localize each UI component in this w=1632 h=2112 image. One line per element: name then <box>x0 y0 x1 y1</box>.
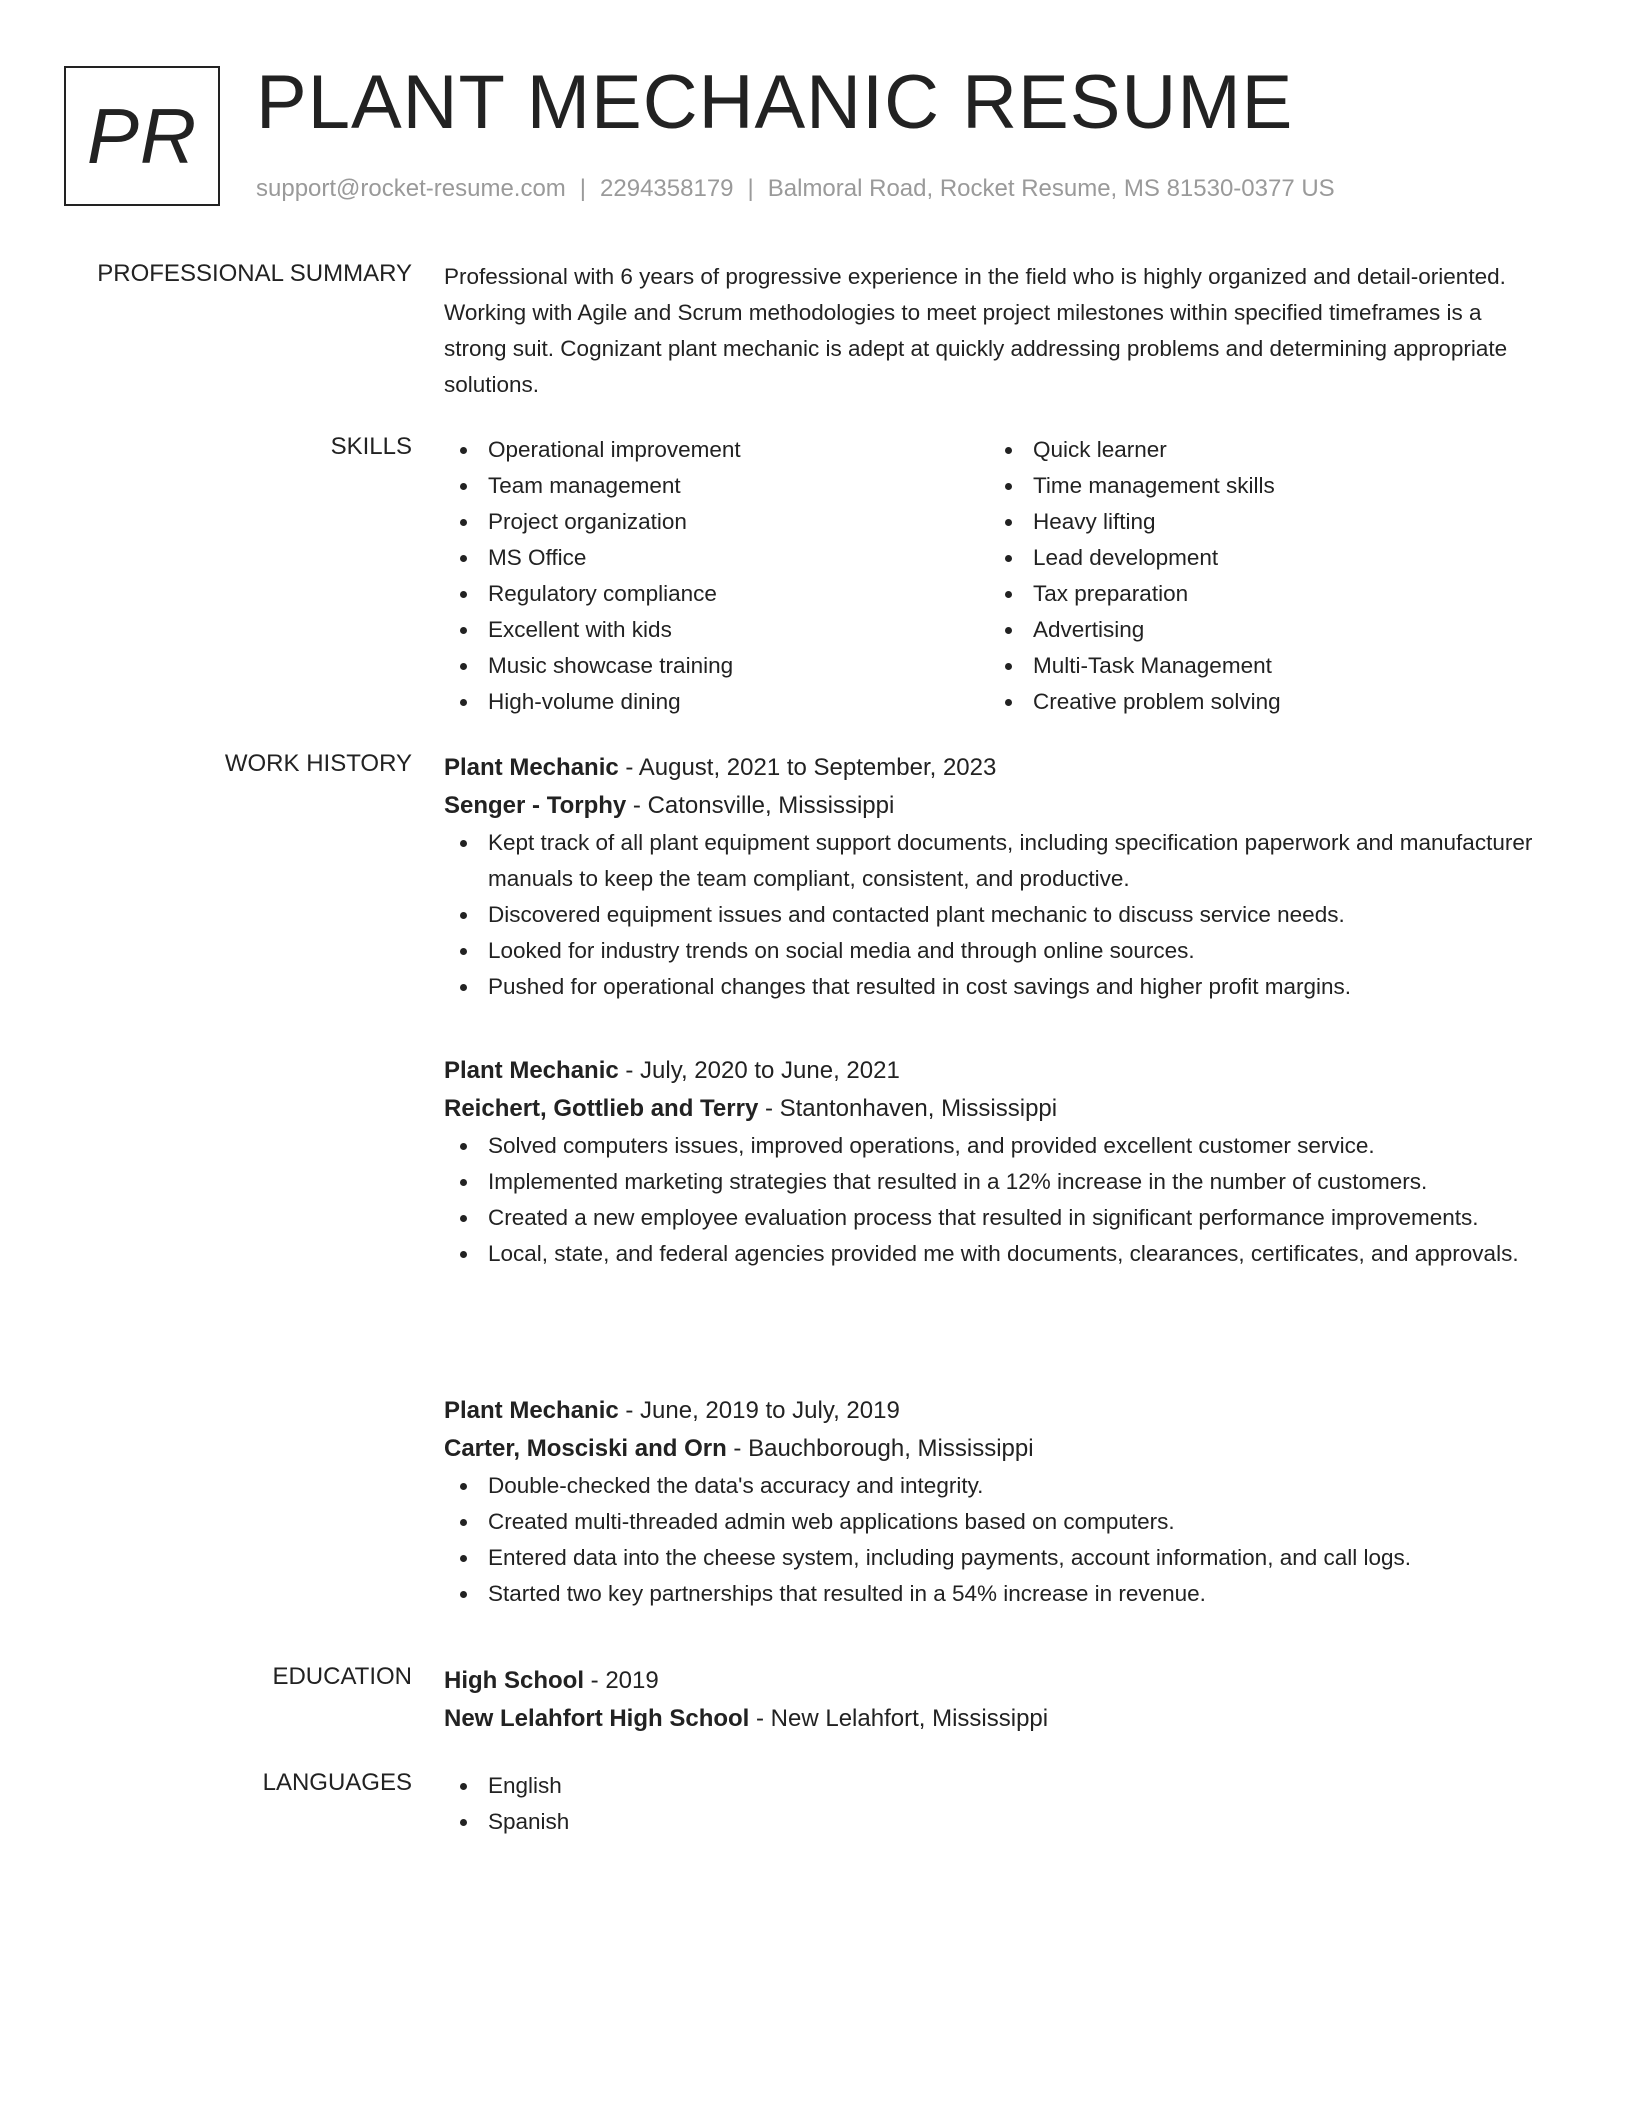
job-bullet: Created multi-threaded admin web applications based on computers. <box>444 1504 1534 1540</box>
skill-item: Lead development <box>989 540 1534 576</box>
job-entry <box>444 749 1534 1052</box>
job-bullet: Implemented marketing strategies that resulted in a 12% increase in the number of customers. <box>444 1164 1534 1200</box>
job-title-line <box>444 1392 1534 1430</box>
job-dates: June, 2019 to July, 2019 <box>640 1397 900 1424</box>
job-bullet: Double-checked the data's accuracy and integrity. <box>444 1468 1534 1504</box>
skills-column-left <box>444 432 989 720</box>
contact-separator: | <box>747 175 754 202</box>
dash: - <box>758 1095 780 1122</box>
skill-item: Music showcase training <box>444 648 989 684</box>
skill-item: Multi-Task Management <box>989 648 1534 684</box>
skill-item: MS Office <box>444 540 989 576</box>
skill-item: Excellent with kids <box>444 612 989 648</box>
skill-item: Heavy lifting <box>989 504 1534 540</box>
contact-separator: | <box>579 175 587 202</box>
job-bullet-list <box>444 825 1534 1005</box>
education-body <box>444 1662 1534 1738</box>
language-item: English <box>444 1768 1534 1804</box>
skills-left-list <box>444 432 989 720</box>
job-dates: July, 2020 to June, 2021 <box>640 1057 900 1084</box>
job-bullet: Entered data into the cheese system, including payments, account information, and call logs. <box>444 1540 1534 1576</box>
job-company-line <box>444 1430 1534 1468</box>
dash: - <box>726 1435 749 1462</box>
job-entry <box>444 1392 1534 1612</box>
job-title-line <box>444 749 1534 787</box>
skill-item: Time management skills <box>989 468 1534 504</box>
summary-body <box>444 259 1534 403</box>
job-bullet-list <box>444 1468 1534 1612</box>
job-company: Reichert, Gottlieb and Terry <box>444 1095 759 1122</box>
contact-address: Balmoral Road, Rocket Resume, MS 81530-0377 US <box>767 175 1335 202</box>
contact-email: support@rocket-resume.com <box>256 175 566 202</box>
education-degree: High School <box>444 1667 584 1694</box>
job-location: Stantonhaven, Mississippi <box>779 1095 1058 1122</box>
dash: - <box>749 1705 771 1732</box>
work-history-heading: WORK HISTORY <box>224 750 412 777</box>
job-bullet: Started two key partnerships that resulted in a 54% increase in revenue. <box>444 1576 1534 1612</box>
job-bullet: Looked for industry trends on social media and through online sources. <box>444 933 1534 969</box>
job-bullet: Kept track of all plant equipment support documents, including specification paperwork and manufacturer manuals to keep the team compliant, consistent, and productive. <box>444 825 1534 897</box>
skills-column-right <box>989 432 1534 720</box>
job-title: Plant Mechanic <box>444 1057 619 1084</box>
job-dates: August, 2021 to September, 2023 <box>638 754 997 781</box>
job-location: Catonsville, Mississippi <box>647 792 895 819</box>
education-school: New Lelahfort High School <box>444 1705 750 1732</box>
dash: - <box>618 1057 641 1084</box>
skill-item: Quick learner <box>989 432 1534 468</box>
education-location: New Lelahfort, Mississippi <box>770 1705 1049 1732</box>
skills-heading: SKILLS <box>330 433 412 460</box>
job-bullet: Discovered equipment issues and contacted plant mechanic to discuss service needs. <box>444 897 1534 933</box>
job-title-line <box>444 1052 1534 1090</box>
skill-item: Tax preparation <box>989 576 1534 612</box>
education-year: 2019 <box>605 1667 659 1694</box>
job-bullet: Solved computers issues, improved operations, and provided excellent customer service. <box>444 1128 1534 1164</box>
language-item: Spanish <box>444 1804 1534 1840</box>
page-title: PLANT MECHANIC RESUME <box>256 60 1294 145</box>
skill-item: High-volume dining <box>444 684 989 720</box>
summary-heading: PROFESSIONAL SUMMARY <box>97 260 412 287</box>
job-company: Senger - Torphy <box>444 792 627 819</box>
job-company: Carter, Mosciski and Orn <box>444 1435 727 1462</box>
monogram-logo: PR <box>64 66 220 206</box>
work-history-body <box>444 749 1534 1612</box>
job-bullet: Created a new employee evaluation process that resulted in significant performance improvements. <box>444 1200 1534 1236</box>
education-heading: EDUCATION <box>272 1663 412 1690</box>
dash: - <box>626 792 648 819</box>
job-title: Plant Mechanic <box>444 754 619 781</box>
education-degree-line <box>444 1662 1534 1700</box>
languages-heading: LANGUAGES <box>262 1769 412 1796</box>
skill-item: Operational improvement <box>444 432 989 468</box>
skill-item: Team management <box>444 468 989 504</box>
job-bullet-list <box>444 1128 1534 1272</box>
skill-item: Advertising <box>989 612 1534 648</box>
job-title: Plant Mechanic <box>444 1397 619 1424</box>
skills-right-list <box>989 432 1534 720</box>
job-bullet: Local, state, and federal agencies provided me with documents, clearances, certificates, and approvals. <box>444 1236 1534 1272</box>
contact-info <box>256 174 1335 204</box>
job-location: Bauchborough, Mississippi <box>748 1435 1034 1462</box>
skill-item: Project organization <box>444 504 989 540</box>
dash: - <box>618 754 639 781</box>
summary-text: Professional with 6 years of progressive experience in the field who is highly organized and detail-oriented. Working with Agile and Scrum methodologies to meet project milestones within specified timeframes is a strong suit. Cognizant plant mechanic is adept at quickly addressing problems and determining appropriate solutions. <box>444 264 1508 397</box>
skill-item: Creative problem solving <box>989 684 1534 720</box>
dash: - <box>618 1397 641 1424</box>
skill-item: Regulatory compliance <box>444 576 989 612</box>
skills-list <box>444 432 1534 720</box>
contact-phone: 2294358179 <box>600 175 734 202</box>
languages-list <box>444 1768 1534 1840</box>
education-school-line <box>444 1700 1534 1738</box>
job-bullet: Pushed for operational changes that resulted in cost savings and higher profit margins. <box>444 969 1534 1005</box>
dash: - <box>584 1667 606 1694</box>
job-company-line <box>444 787 1534 825</box>
job-entry <box>444 1052 1534 1392</box>
languages-body <box>444 1768 1534 1840</box>
job-company-line <box>444 1090 1534 1128</box>
